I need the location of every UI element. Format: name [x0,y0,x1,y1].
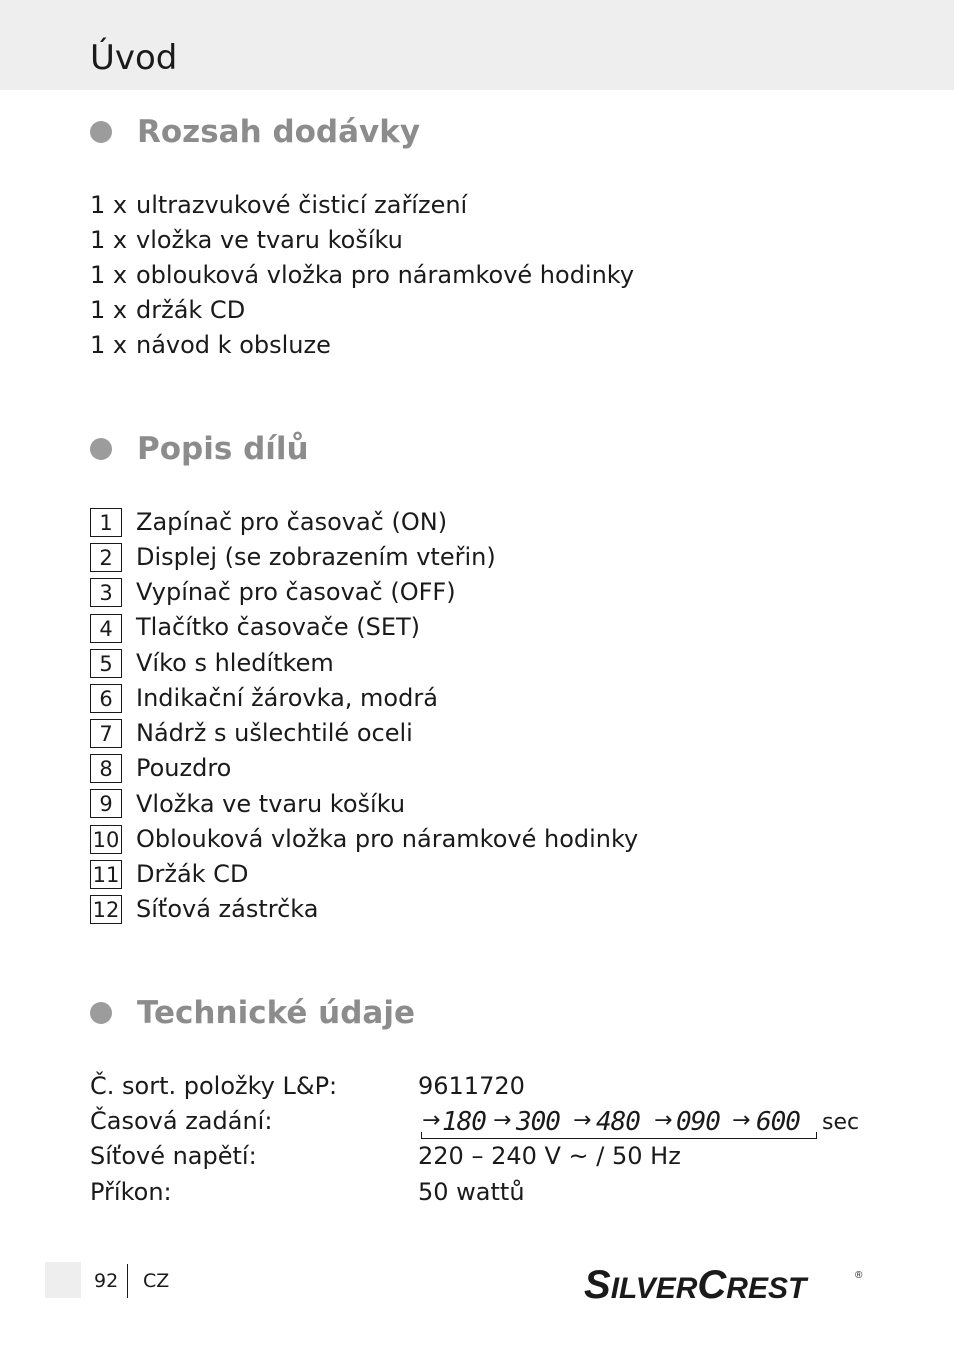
part-label: Indikační žárovka, modrá [136,684,438,712]
page-number: 92 [94,1270,119,1292]
part-label: Síťová zástrčka [136,895,319,923]
part-number-box: 9 [90,789,122,818]
timer-value: 300 [516,1107,560,1137]
section-heading-parts [90,429,309,469]
item-quantity: 1 x [90,226,128,254]
spec-label: Č. sort. položky L&P: [90,1072,338,1100]
section-title: Technické údaje [137,995,416,1031]
arrow-right-icon: → [573,1108,592,1133]
part-label: Držák CD [136,860,249,888]
part-label: Vložka ve tvaru košíku [136,790,406,818]
bullet-dot-icon [90,438,112,460]
item-quantity: 1 x [90,296,128,324]
part-number-box: 12 [90,895,122,924]
arrow-right-icon: → [422,1108,441,1133]
footer-divider [127,1264,128,1298]
part-number-box: 6 [90,684,122,713]
part-label: Nádrž s ušlechtilé oceli [136,719,413,747]
list-item [90,328,331,363]
page-title: Úvod [90,38,178,78]
item-text: vložka ve tvaru košíku [136,226,403,254]
brand-logo-silver [584,1263,809,1307]
part-label: Pouzdro [136,754,232,782]
section-heading-tech [90,993,415,1033]
list-item [90,188,467,223]
part-label: Vypínač pro časovač (OFF) [136,578,456,606]
arrow-right-icon: → [732,1108,751,1133]
timer-unit: sec [822,1110,860,1135]
part-number-box: 3 [90,578,122,607]
part-number-box: 8 [90,754,122,783]
spec-label: Síťové napětí: [90,1142,257,1170]
language-code: CZ [143,1270,170,1292]
brand-rest-rest: REST [726,1272,807,1305]
brand-logo [584,1258,864,1308]
list-item [90,293,245,328]
part-label: Zapínač pro časovač (ON) [136,508,448,536]
part-number-box: 2 [90,543,122,572]
registered-mark: ® [855,1270,863,1281]
brand-initial-s: S [584,1263,611,1307]
part-number-box: 10 [90,825,122,854]
item-text: ultrazvukové čisticí zařízení [136,191,468,219]
item-text: návod k obsluze [136,331,331,359]
section-heading-delivery [90,112,420,152]
part-number-box: 7 [90,719,122,748]
spec-label: Příkon: [90,1178,172,1206]
part-number-box: 4 [90,614,122,643]
spec-label: Časová zadání: [90,1107,273,1135]
part-number-box: 5 [90,649,122,678]
brand-initial-c: C [697,1263,727,1307]
bullet-dot-icon [90,121,112,143]
timer-value: 180 [442,1107,486,1137]
timer-sequence [418,1104,878,1140]
spec-value: 220 – 240 V ~ / 50 Hz [418,1142,681,1170]
part-label: Tlačítko časovače (SET) [136,613,421,641]
list-item [90,258,634,293]
spec-value: 50 wattů [418,1178,525,1206]
part-label: Oblouková vložka pro náramkové hodinky [136,825,639,853]
arrow-right-icon: → [654,1108,673,1133]
item-text: oblouková vložka pro náramkové hodinky [136,261,635,289]
timer-value: 600 [756,1107,800,1137]
spec-value: 9611720 [418,1072,525,1100]
bullet-dot-icon [90,1002,112,1024]
section-title: Popis dílů [137,431,309,467]
item-quantity: 1 x [90,331,128,359]
item-quantity: 1 x [90,261,128,289]
brand-rest-ilver: ILVER [610,1272,698,1305]
list-item [90,223,403,258]
part-number-box: 1 [90,508,122,537]
item-text: držák CD [136,296,246,324]
timer-value: 090 [676,1107,720,1137]
part-number-box: 11 [90,860,122,889]
timer-value: 480 [596,1107,640,1137]
part-label: Víko s hledítkem [136,649,334,677]
arrow-right-icon: → [493,1108,512,1133]
part-label: Displej (se zobrazením vteřin) [136,543,496,571]
item-quantity: 1 x [90,191,128,219]
footer-marker [45,1262,81,1298]
section-title: Rozsah dodávky [137,114,421,150]
